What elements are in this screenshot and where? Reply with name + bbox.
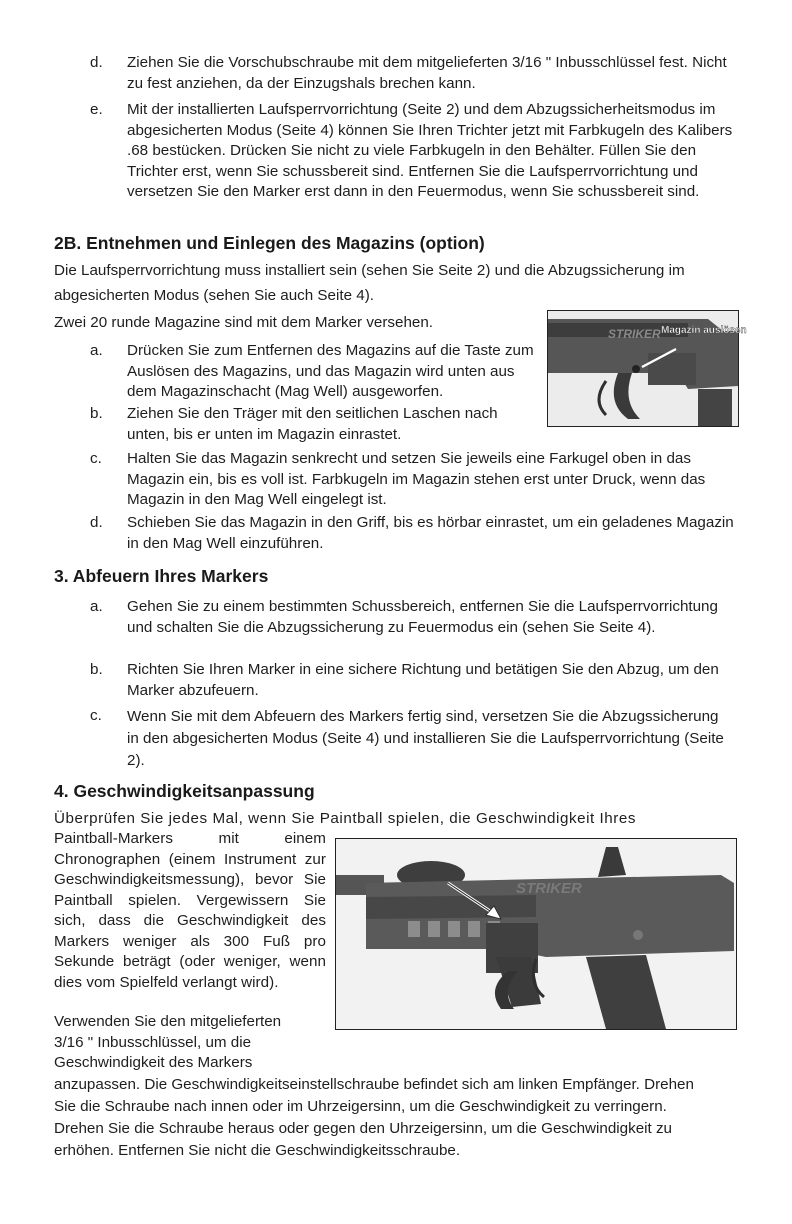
list-text: Schieben Sie das Magazin in den Griff, bis es hörbar einrastet, um ein geladenes Magazin in den Mag Well einzuführen. <box>127 514 734 552</box>
section-heading-4: 4. Geschwindigkeitsanpassung <box>54 781 315 801</box>
section-4-tail-text: anzupassen. Die Geschwindigkeitseinstellschraube befindet sich am linken Empfänger. Drehen Sie die Schraube nach innen oder im Uhrzeigersinn, um die Geschwindigkeit zu verringern. Drehen Sie die Schraube heraus oder gegen den Uhrzeigersinn, um die Geschwindigkeit zu erhöhen. Entfernen Sie nicht die Geschwindigkeitsschraube. <box>54 1076 694 1159</box>
list-item-c-finish-firing <box>90 706 750 768</box>
section-4-wrap-text: Paintball-Markers mit einem Chronographen (einem Instrument zur Geschwindigkeitsmessung), bevor Sie Paintball spielen. Vergewissern Sie sich, dass die Geschwindigkeit des Markers weniger als 300 Fuß pro Sekunde beträgt (oder weniger, wenn dies vom Spielfeld verlangt wird). <box>54 830 326 991</box>
list-label: a. <box>90 598 103 615</box>
list-text: Richten Sie Ihren Marker in eine sichere Richtung und betätigen Sie den Abzug, um den Marker abzufeuern. <box>127 661 719 699</box>
list-label: b. <box>90 661 103 678</box>
list-label: a. <box>90 342 103 359</box>
list-label: c. <box>90 707 102 724</box>
velocity-adjustment-figure <box>335 838 737 1030</box>
section-2b-intro: Die Laufsperrvorrichtung muss installiert sein (sehen Sie Seite 2) und die Abzugssicherung im abgesicherten Modus (sehen Sie auch Seite 4). <box>54 262 685 304</box>
section-heading-2b: 2B. Entnehmen und Einlegen des Magazins (option) <box>54 233 485 253</box>
list-item-b-follower <box>90 404 545 446</box>
list-text: Drücken Sie zum Entfernen des Magazins auf die Taste zum Auslösen des Magazins, und das Magazin wird unten aus dem Magazinschacht (Mag Well) ausgeworfen. <box>127 342 534 400</box>
figure-brand-text: STRIKER <box>516 880 582 897</box>
list-label: d. <box>90 54 103 71</box>
marker-closeup-image <box>548 311 747 426</box>
list-label: d. <box>90 514 103 531</box>
figure-brand-text: STRIKER <box>608 327 661 341</box>
list-text: Halten Sie das Magazin senkrecht und setzen Sie jeweils eine Farkugel oben in das Magazin ein, bis es voll ist. Farbkugeln im Magazin stehen erst unter Druck, wenn das Magazin in den Mag Well eingelegt ist. <box>127 450 706 508</box>
list-item-d-insert-magazine <box>90 513 750 555</box>
list-item-e-loading-hopper <box>90 100 750 225</box>
list-item-b-pull-trigger <box>90 660 750 702</box>
list-label: e. <box>90 101 103 118</box>
section-2b-note: Zwei 20 runde Magazine sind mit dem Marker versehen. <box>54 314 434 331</box>
magazine-release-figure <box>547 310 747 427</box>
list-item-d-feed-screw <box>90 53 750 95</box>
list-label: b. <box>90 405 103 422</box>
list-text: Wenn Sie mit dem Abfeuern des Markers fertig sind, versetzen Sie die Abzugssicherung in den abgesicherten Modus (Seite 4) und installieren Sie die Laufsperrvorrichtung (Seite 2). <box>127 708 724 769</box>
list-text: Ziehen Sie den Träger mit den seitlichen Laschen nach unten, bis er unten im Magazin einrastet. <box>127 405 498 443</box>
magazine-release-label: Magazin auslösen <box>661 325 747 336</box>
list-text: Gehen Sie zu einem bestimmten Schussbereich, entfernen Sie die Laufsperrvorrichtung und schalten Sie die Abzugssicherung zu Feuermodus ein (sehen Sie Seite 4). <box>127 598 718 636</box>
list-label: c. <box>90 450 102 467</box>
list-item-a-firing-area <box>90 597 750 659</box>
list-text: Ziehen Sie die Vorschubschraube mit dem mitgelieferten 3/16 " Inbusschlüssel fest. Nicht zu fest anziehen, da der Einzugshals brechen kann. <box>127 54 727 92</box>
section-4-first-line: Überprüfen Sie jedes Mal, wenn Sie Paintball spielen, die Geschwindigkeit Ihres <box>54 810 637 827</box>
section-4-wrap-text-2: Verwenden Sie den mitgelieferten 3/16 " Inbusschlüssel, um die Geschwindigkeit des Markers <box>54 1013 282 1071</box>
list-item-a-eject-magazine <box>90 341 545 403</box>
list-text: Mit der installierten Laufsperrvorrichtung (Seite 2) und dem Abzugssicherheitsmodus im abgesicherten Modus (Seite 4) können Sie Ihren Trichter jetzt mit Farbkugeln des Kalibers .68 bestücken. Drücken Sie nicht zu viele Farbkugeln in den Behälter. Füllen Sie den Trichter erst, wenn Sie schussbereit sind. Entfernen Sie die Laufsperrvorrichtung und versetzen Sie den Marker erst dann in den Feuermodus, wenn Sie schussbereit sind. <box>127 101 733 200</box>
section-heading-3: 3. Abfeuern Ihres Markers <box>54 566 269 586</box>
list-item-c-fill-magazine <box>90 449 750 511</box>
marker-side-image <box>336 839 736 1029</box>
